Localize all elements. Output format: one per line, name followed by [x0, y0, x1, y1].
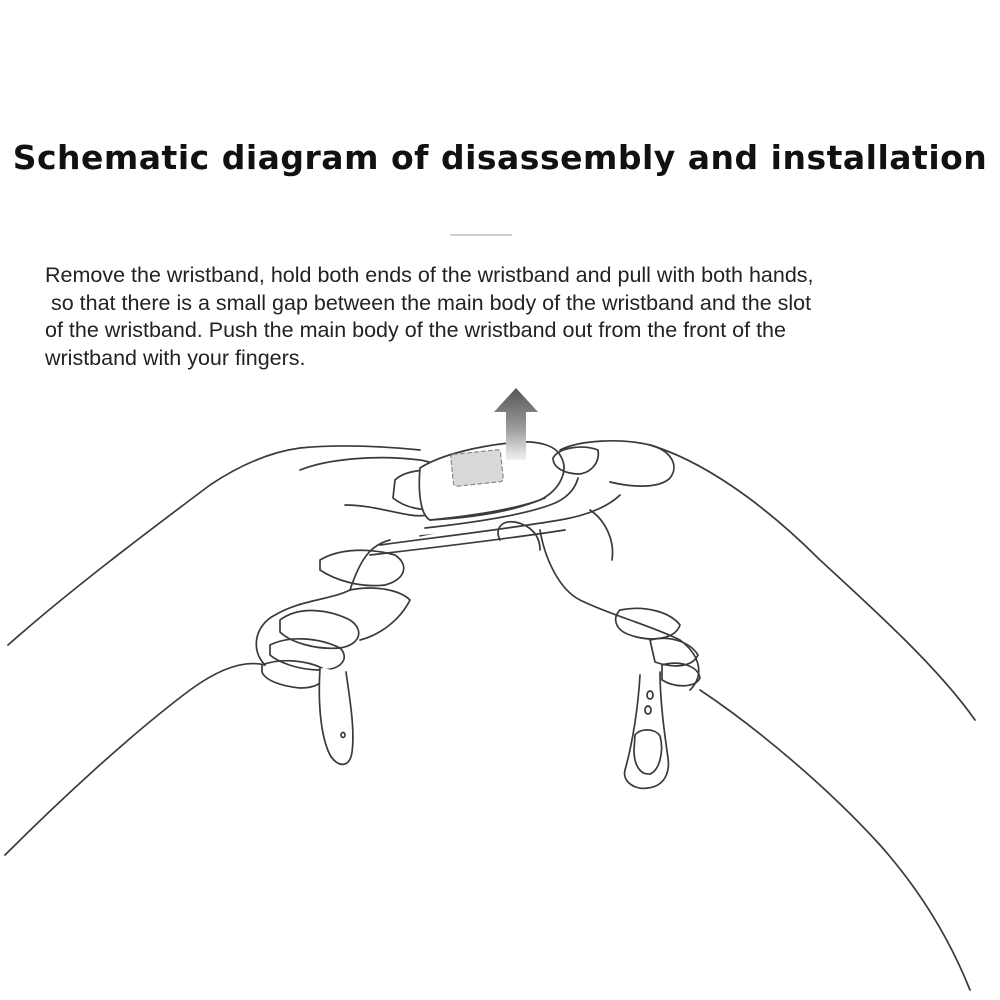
right-finger-2: [650, 638, 698, 665]
instruction-line: Remove the wristband, hold both ends of the wristband and pull with both hands,: [45, 263, 814, 287]
instruction-line: of the wristband. Push the main body of the wristband out from the front of the: [45, 318, 786, 342]
left-arm-lower-outline: [5, 664, 265, 855]
left-strap: [319, 668, 353, 764]
instruction-line: wristband with your fingers.: [45, 345, 306, 370]
page-title: Schematic diagram of disassembly and installation: [12, 138, 988, 177]
right-finger-curl-2: [590, 510, 613, 560]
left-arm-outline: [8, 446, 420, 645]
right-arm-lower-outline: [700, 690, 970, 990]
tracker-highlight: [450, 449, 503, 486]
left-finger-top: [320, 550, 404, 585]
left-finger-2: [270, 639, 344, 670]
disassembly-illustration: [0, 370, 1000, 1000]
instruction-text: [45, 262, 975, 372]
right-finger-3: [662, 663, 700, 686]
left-finger-1: [280, 611, 359, 649]
left-finger-3: [262, 661, 325, 688]
instruction-line: so that there is a small gap between the main body of the wristband and the slot: [45, 290, 812, 315]
right-finger-1: [616, 608, 680, 638]
title-divider: [450, 234, 512, 236]
